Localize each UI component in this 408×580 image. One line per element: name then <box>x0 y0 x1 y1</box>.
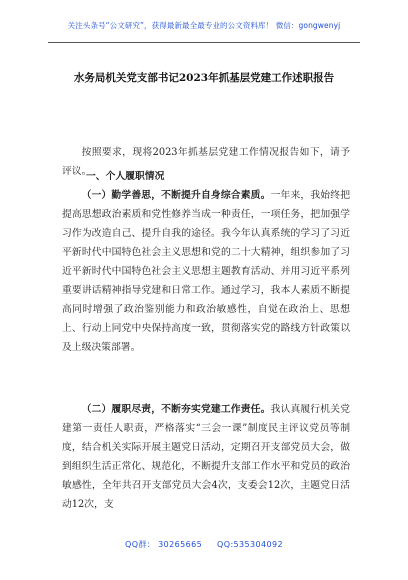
paragraph-2-text: 我认真履行机关党建第一责任人职责，严格落实“三会一课”制度民主评议党员等制度，结合机关实际开展主题党日活动，定期召开支部党员大会，做到组织生活正常化、规范化，不断提升支部工作水平和党员的政治敏感性，全年共召开支部党员大会4次，支委会12次，主题党日活动12次，支 <box>62 404 351 510</box>
document-title: 水务局机关党支部书记2023年抓基层党建工作述职报告 <box>73 72 335 84</box>
paragraph-1-lead: （一）勤学善思，不断提升自身综合素质。 <box>81 190 271 201</box>
footer-qq-number: QQ:535304092 <box>217 540 283 549</box>
paragraph-1-text: 一年来，我始终把提高思想政治素质和党性修养当成一种责任，一项任务，把加强学习作为改造自己、提升自我的途径。我今年认真系统的学习了习近平新时代中国特色社会主义思想和党的二十大精神，组织参加了习近平新时代中国特色社会主义思想主题教育活动、并用习近平系列重要讲话精神指导党建和日常工作。通过学习，我本人素质不断提高同时增强了政治鉴别能力和政治敏感性，自觉在政治上、思想上、行动上同党中央保持高度一致，贯彻落实党的路线方针政策以及上级决策部署。 <box>62 190 351 353</box>
footer-contact <box>0 539 408 550</box>
paragraph-2-lead: （二）履职尽责，不断夯实党建工作责任。 <box>81 404 271 415</box>
paragraph-1 <box>62 186 350 357</box>
header-divider <box>48 42 360 43</box>
paragraph-2 <box>62 400 350 514</box>
footer-qq-group: QQ群： 30265665 <box>125 540 203 549</box>
header-promo-text: 关注头条号“公文研究”，获得最新最全最专业的公文资料库！ 微信：gongwenyj <box>67 21 341 30</box>
intro-text: 按照要求，现将2023年抓基层党建工作情况报告如下，请予评议。 <box>62 147 350 177</box>
section-heading: 一、个人履职情况 <box>86 171 165 182</box>
